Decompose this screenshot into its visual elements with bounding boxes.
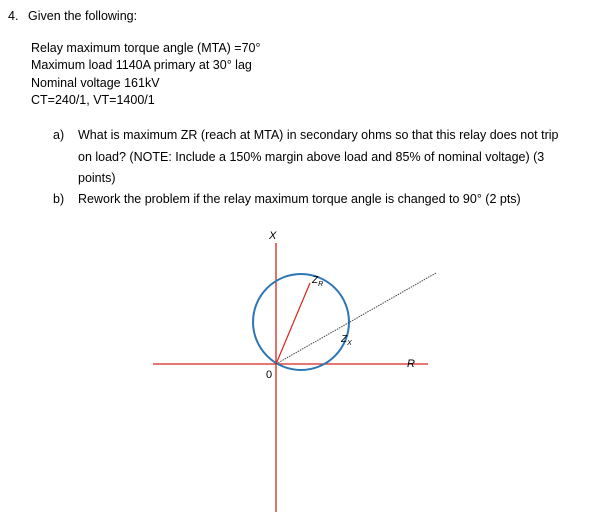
part-b-label: b) <box>53 192 65 206</box>
zx-label <box>340 334 352 347</box>
origin-label: 0 <box>266 369 273 381</box>
part-a-label: a) <box>53 128 65 142</box>
zx-label-sub: X <box>347 340 352 347</box>
zx-label-main: Z <box>341 334 348 345</box>
load-line <box>276 273 436 364</box>
part-a-line-3: points) <box>78 171 116 185</box>
r-axis-label: R <box>407 358 415 370</box>
given-max-load: Maximum load 1140A primary at 30° lag <box>31 58 252 72</box>
part-b-line-1: Rework the problem if the relay maximum torque angle is changed to 90° (2 pts) <box>78 192 521 206</box>
given-ct-vt: CT=240/1, VT=1400/1 <box>31 93 155 107</box>
x-axis-label: X <box>269 230 277 242</box>
part-a-line-1: What is maximum ZR (reach at MTA) in secondary ohms so that this relay does not trip <box>78 128 559 142</box>
question-number: 4. <box>8 9 19 23</box>
zr-reach-line <box>276 283 310 364</box>
given-mta: Relay maximum torque angle (MTA) =70° <box>31 41 261 55</box>
given-nominal-voltage: Nominal voltage 161kV <box>31 76 160 90</box>
zr-label-main: Z <box>312 275 319 286</box>
part-a-line-2: on load? (NOTE: Include a 150% margin above load and 85% of nominal voltage) (3 <box>78 150 545 164</box>
question-title: Given the following: <box>28 9 138 23</box>
zr-label <box>311 275 323 288</box>
zr-label-sub: R <box>318 281 324 288</box>
relay-mho-circle <box>253 274 349 370</box>
